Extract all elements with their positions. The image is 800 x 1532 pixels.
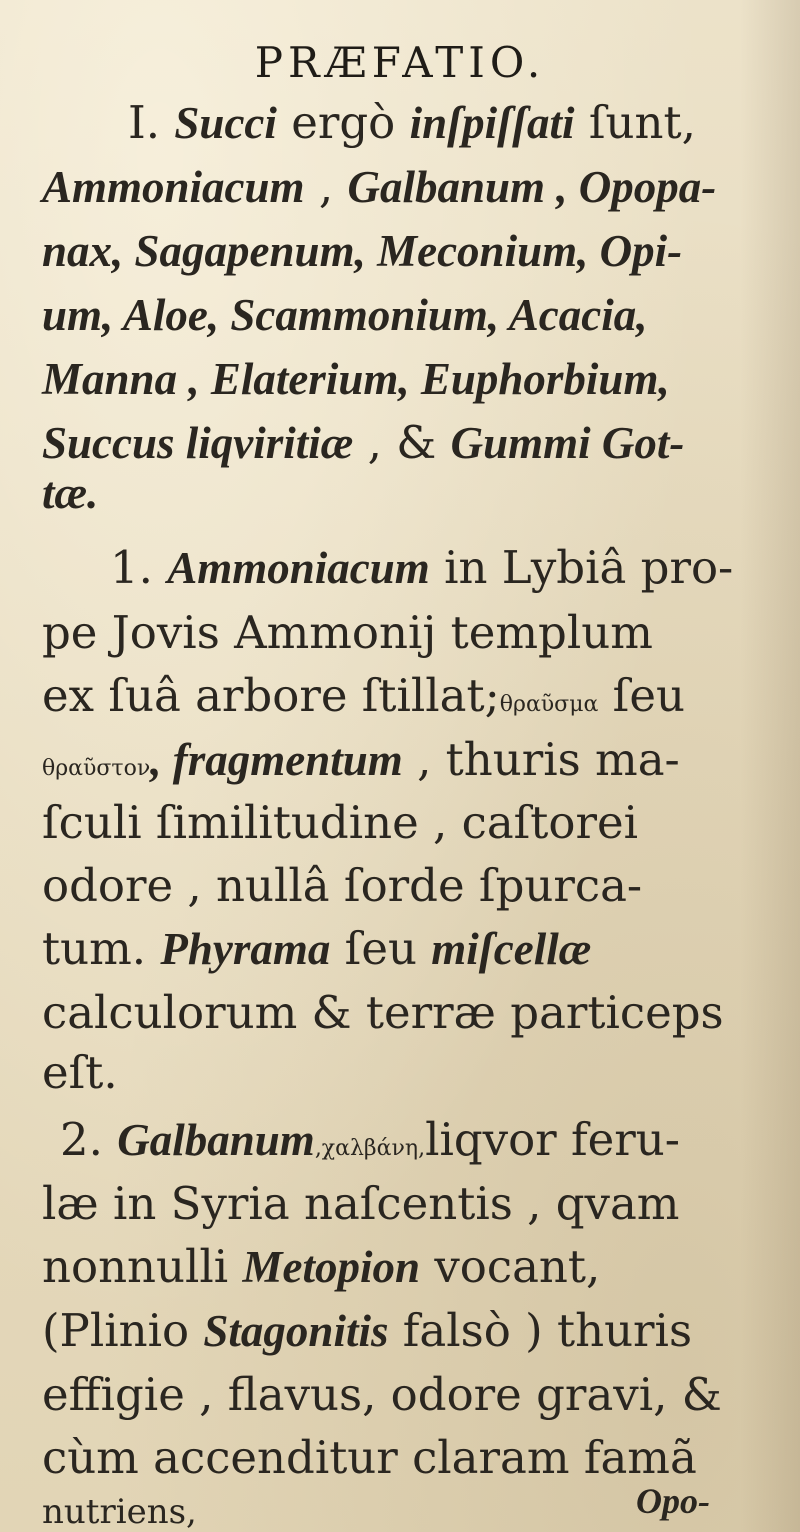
italic-term: Succus liqviritiæ (42, 418, 354, 468)
text-span: nutriens, (42, 1492, 197, 1532)
text-span: liqvor feru- (425, 1113, 680, 1166)
text-line (42, 292, 647, 338)
text-span: cùm accenditur claram famã (42, 1431, 697, 1484)
text-line (42, 606, 653, 659)
text-line (42, 160, 717, 213)
greek-word: θραῦσμα (499, 692, 599, 717)
italic-term: Phyrama (160, 924, 331, 974)
text-line (42, 733, 680, 786)
text-line (42, 1431, 697, 1484)
text-span: ex ſuâ arbore ſtillat; (42, 669, 500, 722)
text-span: falsò ) thuris (388, 1304, 693, 1357)
text-span: , thuris ma- (402, 733, 680, 786)
page-header: PRÆFATIO. (254, 38, 546, 87)
text-span: tum. (42, 922, 161, 975)
text-line (42, 1368, 722, 1421)
text-span: pe Jovis Ammonij templum (42, 606, 653, 659)
text-line (42, 669, 685, 722)
greek-word: ,χαλβάνη, (314, 1136, 426, 1161)
text-span: vocant, (420, 1240, 601, 1293)
text-span: odore , nullâ ſorde ſpurca- (42, 859, 643, 912)
text-line (42, 1304, 693, 1357)
text-span: calculorum & terræ particeps (42, 986, 724, 1039)
text-span: ergò (276, 96, 410, 149)
text-span: ſeu (598, 669, 685, 722)
text-span: eſt. (42, 1046, 118, 1099)
text-line (42, 922, 592, 975)
italic-term: nax, Sagapenum, Meconium, Opi- (42, 226, 683, 276)
italic-term: Ammoniacum (42, 162, 305, 212)
text-line (42, 1492, 197, 1532)
text-line (60, 1113, 680, 1166)
text-line (42, 796, 639, 849)
text-line (42, 416, 685, 469)
italic-term: , fragmentum (150, 735, 403, 785)
text-span: læ in Syria naſcentis , qvam (42, 1177, 680, 1230)
italic-term: Succi (174, 98, 277, 148)
text-line (42, 859, 643, 912)
text-line (42, 1046, 118, 1099)
text-span: ſeu (330, 922, 432, 975)
text-line (42, 1240, 601, 1293)
italic-term: Metopion (242, 1242, 421, 1292)
italic-term: um, Aloe, Scammonium, Acacia, (42, 290, 648, 340)
catchword: Opo- (636, 1481, 710, 1521)
text-line (42, 1177, 680, 1230)
italic-term: Galbanum (117, 1115, 315, 1165)
italic-term: Ammoniacum (167, 543, 430, 593)
text-span: ſunt, (574, 96, 696, 149)
italic-term: miſcellæ (431, 924, 592, 974)
text-line (128, 96, 696, 149)
text-line (110, 541, 734, 594)
italic-term: Gummi Got- (450, 418, 685, 468)
note-number: 1. (110, 541, 168, 594)
text-span: (Plinio (42, 1304, 204, 1357)
text-line (42, 228, 682, 274)
text-span: in Lybiâ pro- (429, 541, 734, 594)
italic-term: inſpiſſati (409, 98, 575, 148)
italic-term: tæ. (42, 468, 99, 518)
text-span: , (304, 160, 348, 213)
text-line (42, 356, 670, 402)
greek-word: θραῦστον (42, 756, 151, 781)
text-span: nonnulli (42, 1240, 243, 1293)
italic-term: Manna , Elaterium, Euphorbium, (42, 354, 670, 404)
text-line (42, 986, 724, 1039)
page-edge-shadow (740, 0, 800, 1532)
text-span: ſculi ſimilitudine , caſtorei (42, 796, 639, 849)
italic-term: Galbanum , Opopa- (347, 162, 717, 212)
section-number: I. (128, 96, 175, 149)
text-span: , & (353, 416, 451, 469)
italic-term: Stagonitis (203, 1306, 389, 1356)
text-span: effigie , flavus, odore gravi, & (42, 1368, 722, 1421)
text-line (42, 470, 98, 516)
note-number: 2. (60, 1113, 118, 1166)
